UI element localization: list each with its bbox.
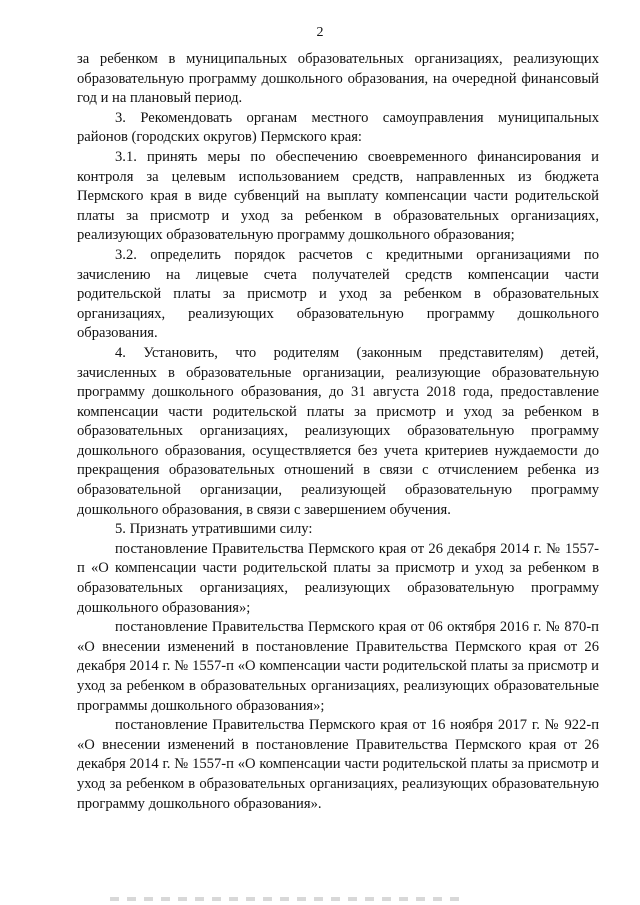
page-number: 2 xyxy=(316,25,324,40)
paragraph-item-4: 4. Установить, что родителям (законным представителям) детей, зачисленных в образовательные организации, реализующие образовательную программу дошкольного образования, до 31 августа 2018 года, предоставление компенсации части родительской платы за присмотр и уход за ребенком в образовательных организациях, реализующих образовательную программу дошкольного образования, осуществляется без учета критериев нуждаемости до прекращения образовательных отношений в связи с отчислением ребенка из образовательной организации, реализующей образовательную программу дошкольного образования, в связи с завершением обучения. xyxy=(77,344,599,518)
paragraph-item-5: 5. Признать утратившими силу: xyxy=(115,521,313,538)
scan-artifact xyxy=(110,897,460,901)
paragraph-repealed-act-1: постановление Правительства Пермского края от 26 декабря 2014 г. № 1557-п «О компенсации части родительской платы за присмотр и уход за ребенком в образовательных организациях, реализующих образовательную программу дошкольного образования»; xyxy=(77,540,599,616)
paragraph-continuation: за ребенком в муниципальных образовательных организациях, реализующих образовательную программу дошкольного образования, на очередной финансовый год и на плановый период. xyxy=(77,51,599,107)
paragraph-repealed-act-2: постановление Правительства Пермского края от 06 октября 2016 г. № 870-п «О внесении изменений в постановление Правительства Пермского края от 26 декабря 2014 г. № 1557-п «О компенсации части родительской платы за присмотр и уход за ребенком в образовательных организациях, реализующих образовательные программы дошкольного образования»; xyxy=(77,619,599,714)
paragraph-item-3-2: 3.2. определить порядок расчетов с кредитными организациями по зачислению на лицевые счета получателей средств компенсации части родительской платы за присмотр и уход за ребенком в образовательных организациях, реализующих образовательную программу дошкольного образования. xyxy=(77,246,599,342)
paragraph-item-3: 3. Рекомендовать органам местного самоуправления муниципальных районов (городских округов) Пермского края: xyxy=(77,109,599,146)
paragraph-item-3-1: 3.1. принять меры по обеспечению своевременного финансирования и контроля за целевым использованием средств, направленных из бюджета Пермского края в виде субвенций на выплату компенсации части родительской платы за присмотр и уход за ребенком в образовательных организациях, реализующих образовательную программу дошкольного образования; xyxy=(77,148,599,244)
paragraph-repealed-act-3: постановление Правительства Пермского края от 16 ноября 2017 г. № 922-п «О внесении изменений в постановление Правительства Пермского края от 26 декабря 2014 г. № 1557-п «О компенсации части родительской платы за присмотр и уход за ребенком в образовательных организациях, реализующих образовательную программу дошкольного образования». xyxy=(77,717,599,812)
document-body xyxy=(77,50,599,814)
